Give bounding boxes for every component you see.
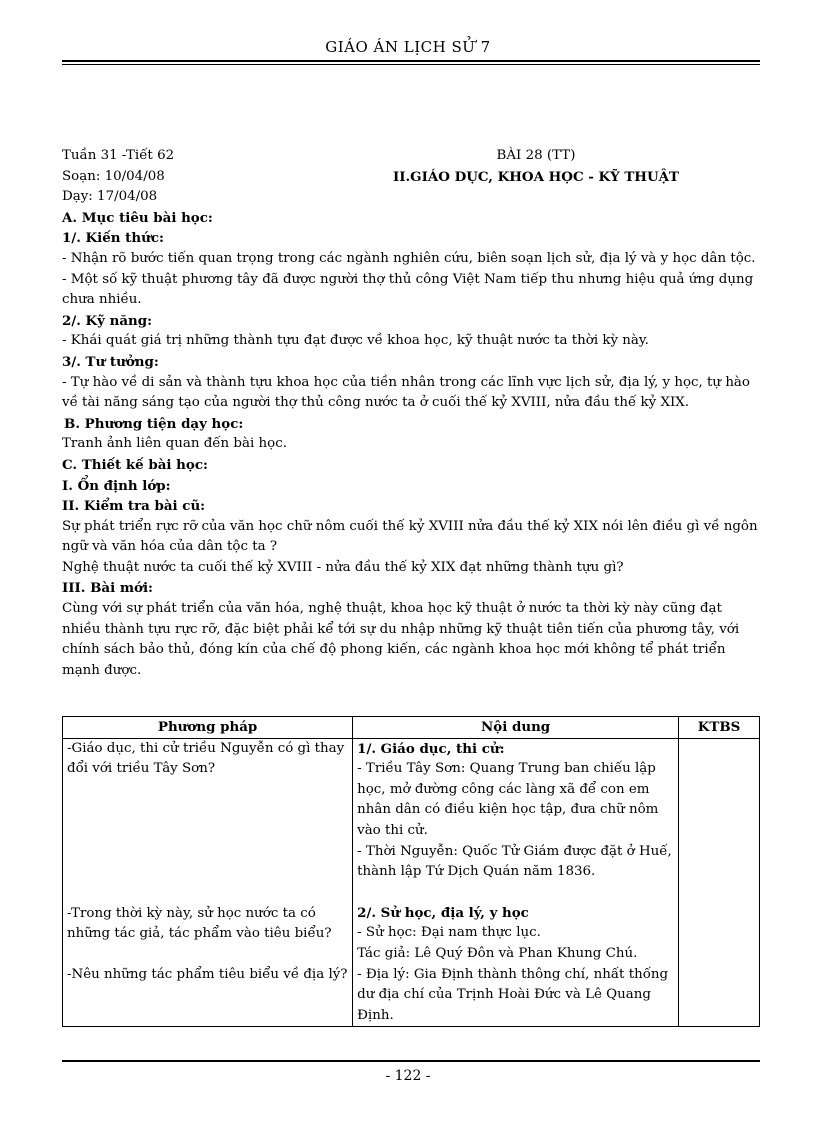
- prepared-date: Soạn: 10/04/08: [62, 168, 165, 184]
- section-b-text: Tranh ảnh liên quan đến bài học.: [62, 436, 287, 452]
- lesson-title: II.GIÁO DỤC, KHOA HỌC - KỸ THUẬT: [392, 168, 679, 185]
- knowledge-item-2: - Một số kỹ thuật phương tây đã được người thợ thủ công Việt Nam tiếp thu nhưng hiệu quả ứng dụng chưa nhiều.: [62, 271, 754, 308]
- knowledge-item-1: - Nhận rõ bước tiến quan trọng trong các ngành nghiên cứu, biên soạn lịch sử, địa lý và y học dân tộc.: [62, 250, 756, 266]
- spacer: [67, 945, 348, 965]
- lesson-number: BÀI 28 (TT): [496, 148, 576, 163]
- content-heading-2: 2/. Sử học, địa lý, y học: [357, 904, 529, 921]
- lesson-plan-table: [62, 716, 760, 1027]
- section-c2-title: II. Kiểm tra bài cũ:: [62, 498, 206, 515]
- new-lesson-intro: Cùng với sự phát triển của văn hóa, nghệ thuật, khoa học kỹ thuật ở nước ta thời kỳ này cũng đạt nhiều thành tựu rực rỡ, đặc biệt phải kể tới sự du nhập những kỹ thuật tiên tiến của phương tây, với chính sách bảo thủ, đóng kín của chế độ phong kiến, các ngành khoa học mới không tể phát triển mạnh được.: [62, 601, 740, 678]
- content-item-1: - Triều Tây Sơn: Quang Trung ban chiếu lập học, mở đường công các làng xã để con em nhân dân có điều kiện học tập, đưa chữ nôm vào thi cử.: [357, 761, 659, 838]
- footer-rule: [62, 1060, 760, 1062]
- knowledge-title: 1/. Kiến thức:: [62, 230, 164, 247]
- table-row: [63, 738, 760, 1027]
- section-c1-title: I. Ổn định lớp:: [62, 477, 171, 494]
- header-ktbs: KTBS: [679, 717, 760, 739]
- header-method: Phương pháp: [63, 717, 353, 739]
- content-item-4: Tác giả: Lê Quý Đôn và Phan Khung Chú.: [357, 945, 638, 961]
- meta-row-2: [62, 167, 760, 188]
- thinking-item-1: - Tự hào về di sản và thành tựu khoa học của tiền nhân trong các lĩnh vực lịch sử, địa lý, y học, tự hào về tài năng sáng tạo của người thợ thủ công nước ta ở cuối thế kỷ XVIII, nửa đầu thế kỷ XIX.: [62, 374, 750, 411]
- review-question-1: Sự phát triển rực rỡ của văn học chữ nôm cuối thế kỷ XVIII nửa đầu thế kỷ XIX nói lên điều gì về ngôn ngữ và văn hóa của dân tộc ta ?: [62, 518, 758, 555]
- ktbs-cell: [679, 738, 760, 1027]
- week-label: Tuần 31 -Tiết 62: [62, 148, 175, 163]
- page-number: - 122 -: [385, 1068, 431, 1084]
- header-rule: [62, 60, 760, 62]
- skills-item-1: - Khái quát giá trị những thành tựu đạt được về khoa học, kỹ thuật nước ta thời kỳ này.: [62, 333, 649, 349]
- content-item-5: - Địa lý: Gia Định thành thông chí, nhất thống dư địa chí của Trịnh Hoài Đức và Lê Quang Định.: [357, 966, 669, 1023]
- content-item-2: - Thời Nguyễn: Quốc Tử Giám được đặt ở Huế, thành lập Tứ Dịch Quán năm 1836.: [357, 843, 672, 880]
- thinking-title: 3/. Tư tưởng:: [62, 353, 159, 370]
- taught-date: Dạy: 17/04/08: [62, 189, 158, 205]
- section-a-title: A. Mục tiêu bài học:: [62, 209, 213, 226]
- section-c3-title: III. Bài mới:: [62, 580, 153, 597]
- spacer: [67, 780, 348, 904]
- content-heading-1: 1/. Giáo dục, thi cử:: [357, 740, 505, 757]
- header-content: Nội dung: [353, 717, 679, 739]
- section-c-title: C. Thiết kế bài học:: [62, 456, 208, 473]
- method-question-1: -Giáo dục, thi cử triều Nguyễn có gì thay đổi với triều Tây Sơn?: [67, 740, 345, 777]
- meta-row-1: [62, 146, 760, 167]
- method-cell: [63, 738, 353, 1027]
- content-cell: [353, 738, 679, 1027]
- review-question-2: Nghệ thuật nước ta cuối thế kỷ XVIII - nửa đầu thế kỷ XIX đạt những thành tựu gì?: [62, 559, 624, 575]
- table-header-row: [63, 717, 760, 739]
- section-b-title: B. Phương tiện dạy học:: [64, 415, 244, 432]
- method-question-3: -Nêu những tác phẩm tiêu biểu về địa lý?: [67, 966, 348, 982]
- lesson-body: [62, 146, 760, 681]
- method-question-2: -Trong thời kỳ này, sử học nước ta có những tác giả, tác phẩm vào tiêu biểu?: [67, 905, 332, 942]
- spacer: [357, 883, 674, 903]
- content-item-3: - Sử học: Đại nam thực lục.: [357, 925, 541, 941]
- header-rule-thin: [62, 64, 760, 65]
- page-header-title: GIÁO ÁN LỊCH SỬ 7: [325, 38, 491, 56]
- skills-title: 2/. Kỹ năng:: [62, 312, 153, 329]
